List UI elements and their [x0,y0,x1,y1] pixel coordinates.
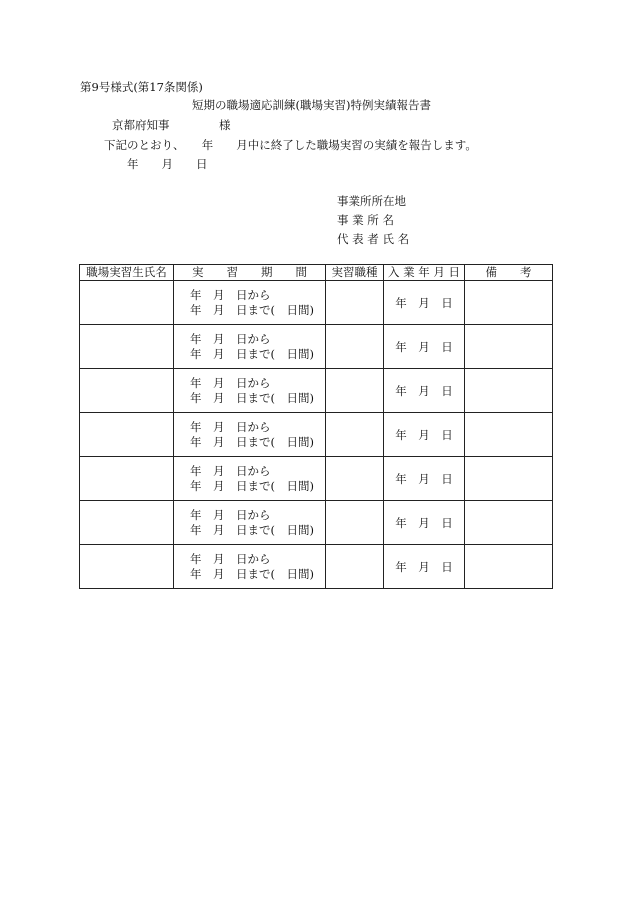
period-to: 年 月 日まで( 日間) [190,390,314,405]
training-period-cell[interactable] [174,325,326,369]
job-type-cell[interactable] [326,457,384,501]
header-hire-date: 入 業 年 月 日 [384,265,465,281]
table-row [80,545,553,589]
header-remarks: 備 考 [465,265,553,281]
remarks-cell[interactable] [465,413,553,457]
period-to: 年 月 日まで( 日間) [190,478,314,493]
hire-date-cell[interactable]: 年 月 日 [384,369,465,413]
trainee-name-cell[interactable] [80,281,174,325]
office-name-label: 事 業 所 名 [337,213,394,227]
report-table [79,264,553,589]
period-to: 年 月 日まで( 日間) [190,434,314,449]
office-address-label: 事業所所在地 [337,194,406,208]
job-type-cell[interactable] [326,413,384,457]
period-from: 年 月 日から [190,551,271,566]
period-to: 年 月 日まで( 日間) [190,346,314,361]
training-period-cell[interactable] [174,545,326,589]
period-from: 年 月 日から [190,507,271,522]
report-date: 年 月 日 [127,157,208,171]
header-trainee-name: 職場実習生氏名 [80,265,174,281]
job-type-cell[interactable] [326,545,384,589]
remarks-cell[interactable] [465,545,553,589]
trainee-name-cell[interactable] [80,325,174,369]
hire-date-cell[interactable]: 年 月 日 [384,501,465,545]
remarks-cell[interactable] [465,325,553,369]
period-from: 年 月 日から [190,463,271,478]
job-type-cell[interactable] [326,325,384,369]
trainee-name-cell[interactable] [80,457,174,501]
form-number: 第9号様式(第17条関係) [80,80,203,94]
training-period-cell[interactable] [174,413,326,457]
table-row [80,457,553,501]
hire-date-cell[interactable]: 年 月 日 [384,325,465,369]
job-type-cell[interactable] [326,281,384,325]
job-type-cell[interactable] [326,369,384,413]
table-row [80,281,553,325]
period-from: 年 月 日から [190,287,271,302]
table-header-row [80,265,553,281]
hire-date-cell[interactable]: 年 月 日 [384,413,465,457]
table-row [80,501,553,545]
training-period-cell[interactable] [174,369,326,413]
header-job-type: 実習職種 [326,265,384,281]
table-row [80,413,553,457]
training-period-cell[interactable] [174,501,326,545]
table-row [80,369,553,413]
period-to: 年 月 日まで( 日間) [190,522,314,537]
period-from: 年 月 日から [190,419,271,434]
trainee-name-cell[interactable] [80,501,174,545]
remarks-cell[interactable] [465,369,553,413]
training-period-cell[interactable] [174,457,326,501]
addressee-honorific: 様 [219,118,231,132]
trainee-name-cell[interactable] [80,413,174,457]
trainee-name-cell[interactable] [80,545,174,589]
training-period-cell[interactable] [174,281,326,325]
remarks-cell[interactable] [465,457,553,501]
document-title: 短期の職場適応訓練(職場実習)特例実績報告書 [192,98,431,112]
hire-date-cell[interactable]: 年 月 日 [384,457,465,501]
header-training-period: 実 習 期 間 [174,265,326,281]
representative-name-label: 代 表 者 氏 名 [337,232,410,246]
job-type-cell[interactable] [326,501,384,545]
period-from: 年 月 日から [190,375,271,390]
trainee-name-cell[interactable] [80,369,174,413]
period-to: 年 月 日まで( 日間) [190,302,314,317]
report-statement: 下記のとおり、 年 月中に終了した職場実習の実績を報告します。 [104,138,477,152]
period-from: 年 月 日から [190,331,271,346]
remarks-cell[interactable] [465,501,553,545]
remarks-cell[interactable] [465,281,553,325]
table-row [80,325,553,369]
period-to: 年 月 日まで( 日間) [190,566,314,581]
addressee: 京都府知事 [112,118,170,132]
hire-date-cell[interactable]: 年 月 日 [384,281,465,325]
hire-date-cell[interactable]: 年 月 日 [384,545,465,589]
